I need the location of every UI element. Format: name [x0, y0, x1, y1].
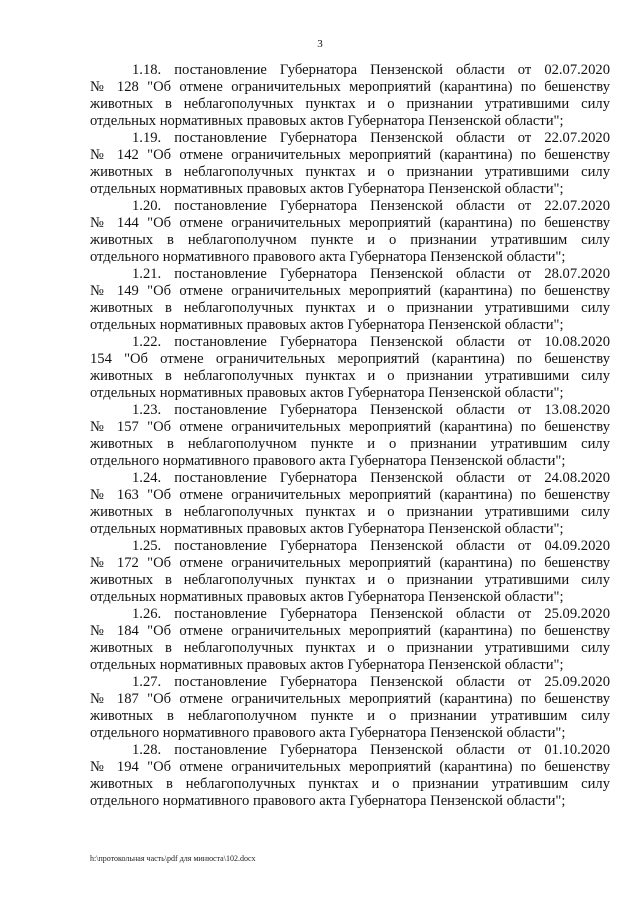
list-item-line: 1.28. постановление Губернатора Пензенской области от 01.10.2020 [132, 742, 610, 758]
list-item-line: № 187 "Об отмене ограничительных мероприятий (карантина) по бешенству [90, 691, 610, 707]
list-item-line: отдельных нормативных правовых актов Губернатора Пензенской области"; [90, 589, 564, 605]
list-item-line: № 194 "Об отмене ограничительных мероприятий (карантина) по бешенству [90, 759, 610, 775]
list-item-line: животных в неблагополучном пункте и о признании утратившим силу [90, 436, 610, 452]
list-item-line: 1.22. постановление Губернатора Пензенской области от 10.08.2020 [132, 334, 610, 350]
list-item-line: № 142 "Об отмене ограничительных мероприятий (карантина) по бешенству [90, 147, 610, 163]
list-item [90, 130, 610, 198]
list-item-line: животных в неблагополучных пунктах и о признании утратившими силу [90, 368, 610, 384]
list-item-line: отдельного нормативного правового акта Губернатора Пензенской области"; [90, 793, 566, 809]
list-item-line: отдельных нормативных правовых актов Губернатора Пензенской области"; [90, 385, 564, 401]
list-item-line: животных в неблагополучных пунктах и о признании утратившими силу [90, 640, 610, 656]
list-item-line: № 157 "Об отмене ограничительных мероприятий (карантина) по бешенству [90, 419, 610, 435]
list-item-line: 1.19. постановление Губернатора Пензенской области от 22.07.2020 [132, 130, 610, 146]
list-item-line: отдельных нормативных правовых актов Губернатора Пензенской области"; [90, 657, 564, 673]
list-item-line: отдельных нормативных правовых актов Губернатора Пензенской области"; [90, 181, 564, 197]
list-item-line: отдельных нормативных правовых актов Губернатора Пензенской области"; [90, 113, 564, 129]
list-item [90, 470, 610, 538]
page-number: 3 [317, 38, 323, 50]
list-item-line: 154 "Об отмене ограничительных мероприятий (карантина) по бешенству [90, 351, 610, 367]
list-item-line: животных в неблагополучных пунктах и о признании утратившими силу [90, 504, 610, 520]
list-item-line: отдельного нормативного правового акта Губернатора Пензенской области"; [90, 725, 566, 741]
list-item-line: животных в неблагополучном пункте и о признании утратившим силу [90, 708, 610, 724]
list-item-line: животных в неблагополучных пунктах и о признании утратившим силу [90, 776, 610, 792]
list-item [90, 62, 610, 130]
list-item-line: животных в неблагополучных пунктах и о признании утратившими силу [90, 300, 610, 316]
footer-file-path: h:\протокольная часть\pdf для минюста\102.docx [90, 854, 256, 863]
list-item-line: отдельных нормативных правовых актов Губернатора Пензенской области"; [90, 317, 564, 333]
list-item-line: животных в неблагополучных пунктах и о признании утратившими силу [90, 572, 610, 588]
list-item-line: № 128 "Об отмене ограничительных мероприятий (карантина) по бешенству [90, 79, 610, 95]
list-item [90, 538, 610, 606]
list-item [90, 266, 610, 334]
list-item-line: 1.18. постановление Губернатора Пензенской области от 02.07.2020 [132, 62, 610, 78]
list-item [90, 674, 610, 742]
list-item-line: 1.25. постановление Губернатора Пензенской области от 04.09.2020 [132, 538, 610, 554]
list-item [90, 198, 610, 266]
list-item-line: 1.27. постановление Губернатора Пензенской области от 25.09.2020 [132, 674, 610, 690]
list-item-line: отдельного нормативного правового акта Губернатора Пензенской области"; [90, 453, 566, 469]
list-item [90, 334, 610, 402]
list-item-line: животных в неблагополучных пунктах и о признании утратившими силу [90, 164, 610, 180]
list-item-line: № 149 "Об отмене ограничительных мероприятий (карантина) по бешенству [90, 283, 610, 299]
list-item-line: № 172 "Об отмене ограничительных мероприятий (карантина) по бешенству [90, 555, 610, 571]
list-item-line: 1.24. постановление Губернатора Пензенской области от 24.08.2020 [132, 470, 610, 486]
list-item-line: 1.23. постановление Губернатора Пензенской области от 13.08.2020 [132, 402, 610, 418]
list-item-line: животных в неблагополучном пункте и о признании утратившим силу [90, 232, 610, 248]
list-item-line: № 144 "Об отмене ограничительных мероприятий (карантина) по бешенству [90, 215, 610, 231]
list-item-line: № 163 "Об отмене ограничительных мероприятий (карантина) по бешенству [90, 487, 610, 503]
list-item-line: 1.26. постановление Губернатора Пензенской области от 25.09.2020 [132, 606, 610, 622]
list-item-line: отдельного нормативного правового акта Губернатора Пензенской области"; [90, 249, 566, 265]
list-item [90, 742, 610, 810]
list-item-line: № 184 "Об отмене ограничительных мероприятий (карантина) по бешенству [90, 623, 610, 639]
list-item [90, 606, 610, 674]
list-item-line: 1.21. постановление Губернатора Пензенской области от 28.07.2020 [132, 266, 610, 282]
document-body [90, 62, 610, 810]
list-item-line: животных в неблагополучных пунктах и о признании утратившими силу [90, 96, 610, 112]
list-item [90, 402, 610, 470]
list-item-line: отдельных нормативных правовых актов Губернатора Пензенской области"; [90, 521, 564, 537]
list-item-line: 1.20. постановление Губернатора Пензенской области от 22.07.2020 [132, 198, 610, 214]
